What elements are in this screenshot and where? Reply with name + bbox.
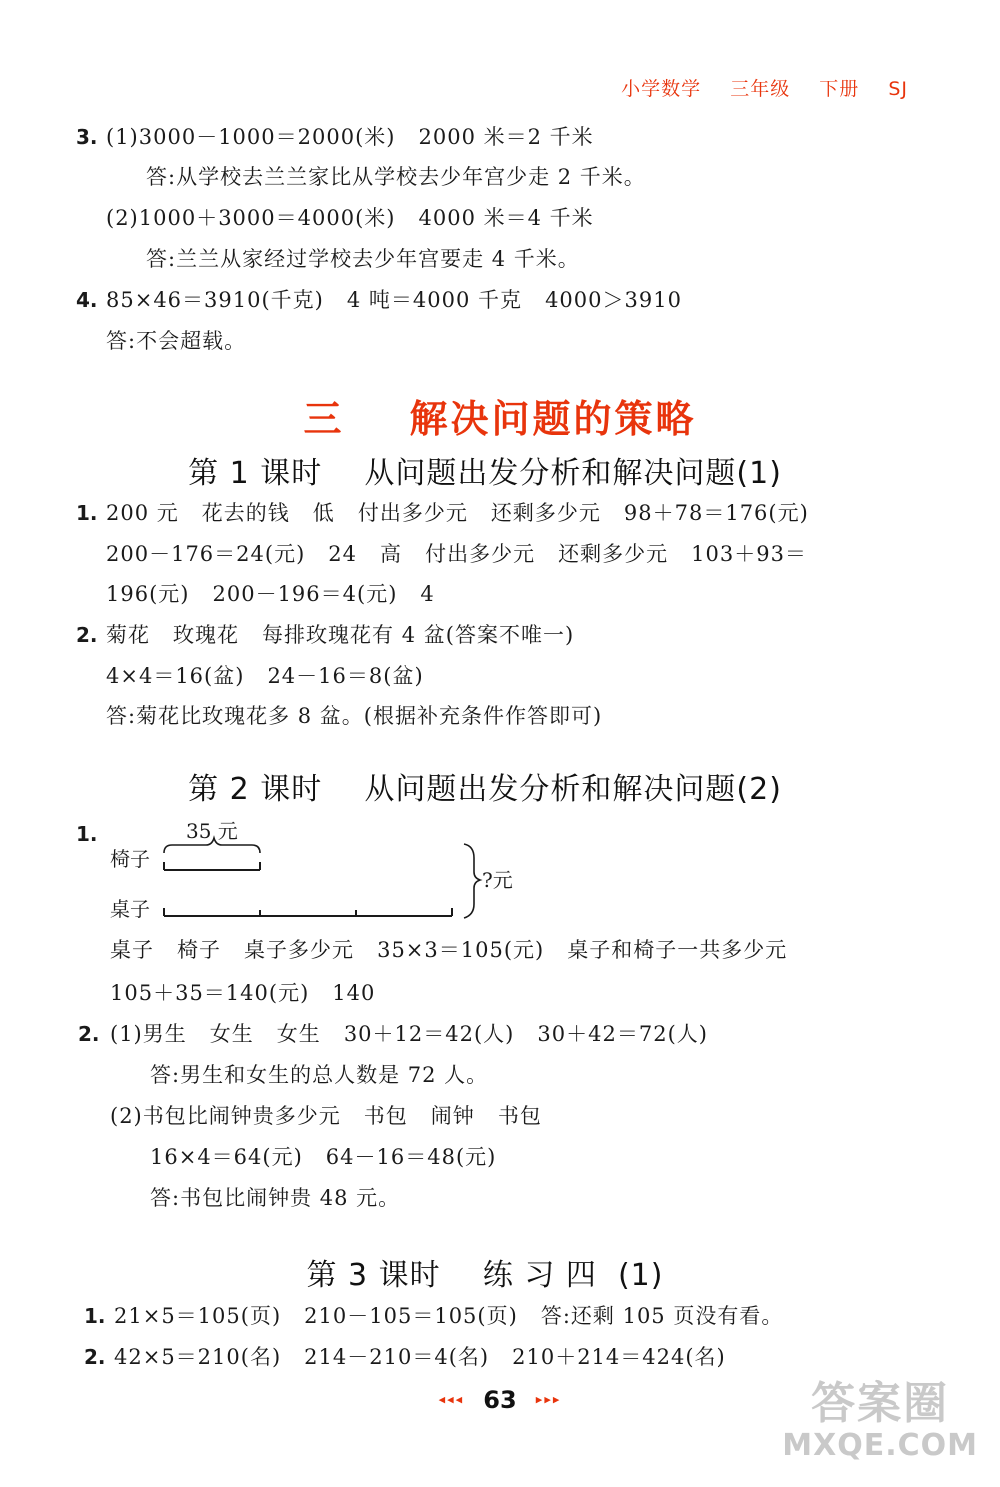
answer-line: 答:兰兰从家经过学校去少年宫要走 4 千米。 (146, 247, 580, 271)
answer-line: 196(元) 200－196＝4(元) 4 (106, 582, 435, 606)
answer-line: (2)1000＋3000＝4000(米) 4000 米＝4 千米 (106, 206, 594, 230)
page-number: 63 (483, 1386, 517, 1414)
answer-line: (1)男生 女生 女生 30＋12＝42(人) 30＋42＝72(人) (110, 1022, 708, 1046)
answer-line: 21×5＝105(页) 210－105＝105(页) 答:还剩 105 页没有看。 (114, 1304, 784, 1328)
answer-line: 答:菊花比玫瑰花多 8 盆。(根据补充条件作答即可) (106, 704, 603, 728)
header-edition: SJ (888, 78, 908, 100)
chapter-title: 三 解决问题的策略 (303, 397, 697, 441)
chair-label: 椅子 (110, 847, 150, 871)
question-number: 2. (76, 623, 98, 647)
question-number: 4. (76, 288, 98, 312)
watermark (782, 1379, 978, 1463)
answer-line: 105＋35＝140(元) 140 (110, 981, 376, 1005)
chair-segment (164, 862, 260, 870)
question-number: 1. (76, 501, 98, 525)
answer-line: 4×4＝16(盆) 24－16＝8(盆) (106, 664, 424, 688)
lesson-title: 第 1 课时 从问题出发分析和解决问题(1) (188, 456, 782, 491)
answer-line: 菊花 玫瑰花 每排玫瑰花有 4 盆(答案不唯一) (106, 623, 575, 647)
question-number: 1. (84, 1304, 106, 1328)
question-number: 2. (78, 1022, 100, 1046)
right-arrows-icon: ▸▸▸ (535, 1392, 562, 1408)
answer-line: 桌子 椅子 桌子多少元 35×3＝105(元) 桌子和椅子一共多少元 (110, 938, 788, 962)
question-number: 2. (84, 1345, 106, 1369)
question-number: 3. (76, 125, 98, 149)
answer-line: 答:不会超载。 (106, 329, 247, 353)
diagram-top-label: 35 元 (186, 819, 238, 843)
answer-line: 答:男生和女生的总人数是 72 人。 (150, 1063, 489, 1087)
header-subject: 小学数学 (621, 78, 702, 100)
answer-line: 16×4＝64(元) 64－16＝48(元) (150, 1145, 497, 1169)
answer-line: 答:书包比闹钟贵 48 元。 (150, 1186, 401, 1210)
answer-line: (2)书包比闹钟贵多少元 书包 闹钟 书包 (110, 1104, 542, 1128)
total-brace (464, 844, 480, 918)
desk-segment (164, 908, 452, 916)
segment-diagram (100, 818, 540, 928)
answer-line: (1)3000－1000＝2000(米) 2000 米＝2 千米 (106, 125, 594, 149)
total-label: ?元 (482, 868, 513, 892)
lesson-title: 第 2 课时 从问题出发分析和解决问题(2) (188, 772, 782, 807)
watermark-url: MXQE.COM (782, 1428, 978, 1463)
left-arrows-icon: ◂◂◂ (438, 1392, 465, 1408)
header-grade: 三年级 (730, 78, 791, 100)
answer-line: 200－176＝24(元) 24 高 付出多少元 还剩多少元 103＋93＝ (106, 542, 807, 566)
watermark-logo-text: 答案圈 (811, 1378, 950, 1429)
answer-line: 42×5＝210(名) 214－210＝4(名) 210＋214＝424(名) (114, 1345, 726, 1369)
page-header (599, 74, 908, 101)
answer-line: 200 元 花去的钱 低 付出多少元 还剩多少元 98＋78＝176(元) (106, 501, 809, 525)
answer-line: 答:从学校去兰兰家比从学校去少年宫少走 2 千米。 (146, 165, 646, 189)
lesson-title: 第 3 课时 练 习 四 (1) (306, 1258, 664, 1293)
question-number: 1. (76, 822, 98, 846)
desk-label: 桌子 (110, 897, 150, 921)
answer-line: 85×46＝3910(千克) 4 吨＝4000 千克 4000＞3910 (106, 288, 682, 312)
header-volume: 下册 (819, 78, 860, 100)
